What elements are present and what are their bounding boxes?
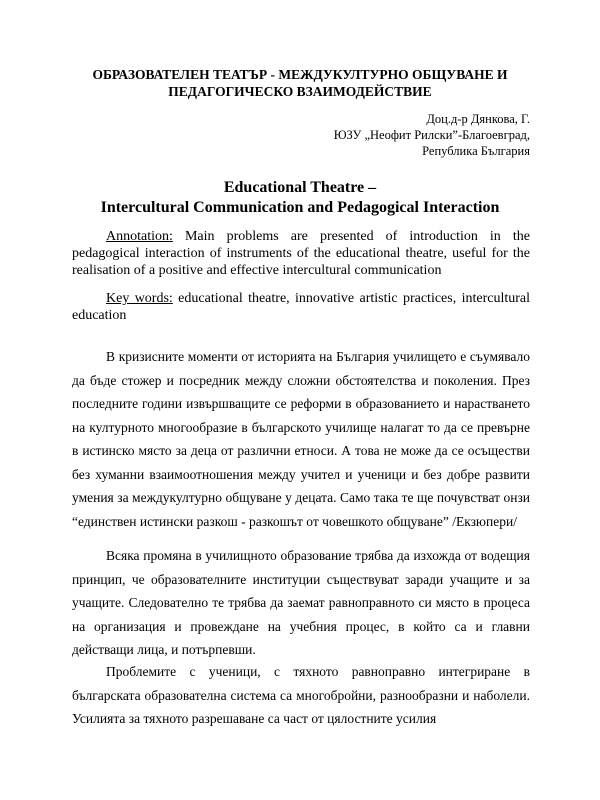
annotation-text: Main problems are presented of introduction in the pedagogical interaction of instruments of the educational theatre, useful for the realisation of a positive and effective intercultural communication — [72, 229, 530, 278]
body-paragraph-3: Проблемите с ученици, с тяхното равноправно интегриране в българската образователна система са многобройни, разнообразни и наболели. Усилията за тяхното разрешаване са част от цялостните усилия — [72, 664, 530, 726]
keywords-label: Key words: — [106, 291, 173, 306]
author-name: Доц.д-р Дянкова, Г. — [426, 112, 530, 126]
english-title-line-1: Educational Theatre – — [223, 179, 377, 196]
body-paragraph-1: В кризисните моменти от историята на България училището е съумявало да бъде стожер и посредник между сложни обстоятелства и поколения. През последните години извършващите се реформи в образованието и нарастването на културното многообразие в българското училище налагат то да се превърне в истинско място за деца от различни етноси. А това не може да се осъществи без хуманни взаимоотношения между учител и ученици и без добре развити умения за междукултурно общуване у децата. Само така те ще почувстват онзи “единствен истински разкош - разкошът от човешкото общуване” /Екзюпери/ — [72, 349, 530, 529]
english-title — [60, 178, 540, 218]
annotation-paragraph — [72, 228, 530, 279]
author-country: Република България — [422, 144, 530, 158]
title-line-1: ОБРАЗОВАТЕЛЕН ТЕАТЪР - МЕЖДУКУЛТУРНО ОБЩУВАНЕ И — [92, 67, 508, 82]
english-title-line-2: Intercultural Communication and Pedagogical Interaction — [100, 199, 500, 216]
keywords-paragraph — [72, 290, 530, 324]
author-block — [230, 111, 530, 159]
title-line-2: ПЕДАГОГИЧЕСКО ВЗАИМОДЕЙСТВИЕ — [168, 84, 432, 99]
annotation-label: Annotation: — [106, 229, 173, 244]
keywords-text: educational theatre, innovative artistic practices, intercultural education — [72, 291, 530, 323]
body-paragraph-2: Всяка промяна в училищното образование трябва да изхожда от водещия принцип, че образователните институции съществуват заради учащите и за учащите. Следователно те трябва да заемат равноправното си място в процеса на организация и провеждане на учебния процес, в който са и главни действащи лица, и потърпевши. — [72, 548, 530, 657]
bulgarian-title — [60, 66, 540, 100]
author-institution: ЮЗУ „Неофит Рилски”-Благоевград, — [333, 128, 530, 142]
